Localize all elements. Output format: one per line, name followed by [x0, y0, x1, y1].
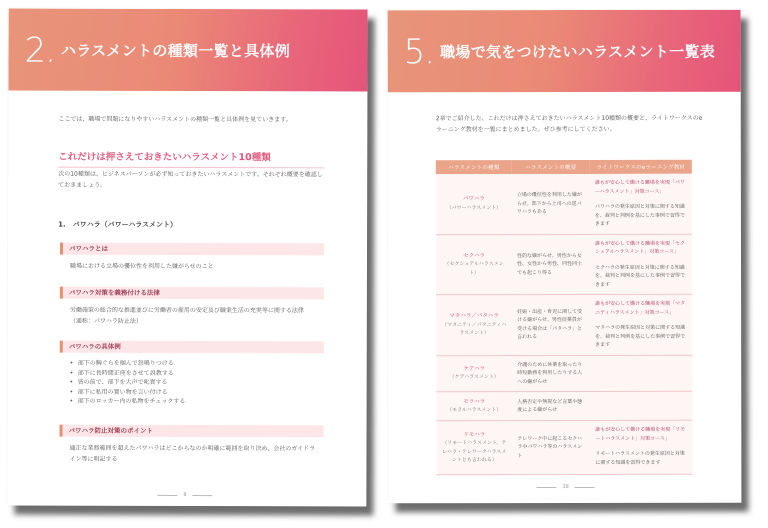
chapter-title: ハラスメントの種類一覧と具体例: [60, 41, 291, 60]
table-row: [436, 391, 692, 420]
table-row: [436, 420, 692, 474]
summary-cell: 立場の優位性を利用した嫌がらせ。部下から上司への逆パワハラもある: [512, 174, 590, 234]
course-description: マタハラの発生原因と対策に関する知識を、裁判と判例を基にした事例で習得できます: [595, 324, 686, 348]
harassment-full-name: （パワーハラスメント）: [446, 204, 502, 211]
harassment-name: パワハラ: [462, 196, 485, 203]
course-title: 誰もが安心して働ける職場を実現「セクシュアルハラスメント」対策コース」: [594, 240, 685, 255]
harassment-full-name: （セクシュアルハラスメント）: [444, 261, 504, 276]
summary-cell: テレワーク中に起こるセクハラやパワハラ等のハラスメント: [512, 420, 590, 474]
summary-cell: 妊娠・出産・育児に関して受ける嫌がらせ。男性従業員が受ける場合は「パタハラ」と言われる: [512, 294, 590, 355]
divider: [157, 494, 177, 495]
subsection-text: 労働施策の総合的な推進並びに労働者の雇用の安定及び職業生活の充実等に関する法律 （通称：パワハラ防止法）: [69, 306, 304, 325]
item-heading: 1. パワハラ（パワーハラスメント）: [58, 220, 178, 229]
chapter-banner: [8, 9, 367, 92]
list-item: • 部下に私用の買い物を言い付ける: [70, 387, 186, 397]
list-item: • 部下に長時間正座をさせて説教する: [70, 368, 186, 378]
column-header: ハラスメントの種類: [436, 160, 512, 174]
list-item: • 部下のロッカー内の私物をチェックする: [70, 397, 186, 407]
table-row: [436, 355, 692, 392]
subsection-heading: パワハラ対策を義務付ける法律: [60, 287, 324, 300]
table-row: [436, 234, 692, 295]
subsection-heading: パワハラ防止対策のポイント: [60, 425, 324, 438]
page-number: [536, 484, 594, 490]
summary-cell: 人格否定や無視など言葉や態度による嫌がらせ: [512, 391, 590, 420]
course-cell: [590, 420, 692, 474]
document-page-right: [388, 10, 742, 504]
divider: [193, 495, 213, 496]
harassment-name-cell: [436, 355, 512, 392]
harassment-full-name: （マタニティ／パタニティハラスメント）: [442, 321, 507, 337]
course-cell: [590, 391, 692, 420]
intro-text: 2章でご紹介した、これだけは押さえておきたいハラスメント10種類の概要と、ライトワークスのeラーニング教材を一覧にまとめました。ぜひ参考にしてください。: [435, 114, 703, 134]
harassment-name: セクハラ: [463, 252, 485, 259]
subsection-heading: パワハラの具体例: [60, 341, 324, 354]
divider: [536, 487, 556, 488]
chapter-number: 5.: [403, 32, 435, 73]
harassment-full-name: （ケアハラスメント）: [449, 374, 499, 381]
summary-cell: 介護のために休業を取ったり時短勤務を利用したりする人への嫌がらせ: [512, 355, 590, 392]
page-number: [157, 492, 212, 498]
chapter-number: 2.: [24, 30, 56, 71]
course-description: セクハラの発生原因と対策に関する知識を、裁判と判例を基にした事例で習得できます: [595, 264, 686, 288]
subsection-text: 職場における立場の優位性を利用した嫌がらせのこと: [69, 262, 214, 271]
list-item: • 皆の前で、部下を大声で叱責する: [70, 378, 186, 388]
harassment-table: [436, 160, 693, 475]
subsection-heading: パワハラとは: [60, 243, 324, 256]
chapter-title: 職場で気をつけたいハラスメント一覧表: [440, 42, 716, 61]
section-description: 次の10種類は、ビジネスパーソンが必ず知っておきたいハラスメントです。それぞれ概要を確認しておきましょう。: [58, 170, 323, 189]
chapter-banner: [388, 10, 741, 93]
course-title: 誰もが安心して働ける職場を実現「パワーハラスメント」対策コース」: [594, 179, 685, 195]
harassment-name-cell: [436, 174, 512, 234]
harassment-name: モラハラ: [463, 398, 486, 405]
harassment-name-cell: [436, 392, 512, 421]
harassment-name-cell: [436, 421, 512, 475]
course-title: 誰もが安心して働ける職場を実現「マタニティハラスメント」対策コース」: [595, 300, 686, 316]
page-number-text: 38: [562, 483, 569, 491]
column-header: ハラスメントの概要: [512, 160, 590, 174]
subsection-text: 適正な業務範囲を超えたパワハラはどこからなのか明確に範囲を取り決め、会社のガイドライン等に明記する: [69, 444, 316, 463]
course-cell: [590, 234, 692, 295]
harassment-name: ケアハラ: [463, 365, 485, 372]
course-cell: [590, 355, 692, 392]
summary-cell: 性的な嫌がらせ。男性から女性、女性から男性、同性同士でも起こり得る: [512, 234, 590, 295]
example-list: [70, 359, 186, 407]
divider: [575, 486, 595, 487]
table-row: [436, 174, 692, 234]
harassment-full-name: （リモートハラスメント。テレハラ・テレワークハラスメントとも言われる）: [442, 440, 507, 464]
course-description: パワハラの発生原因と対策に関する知識を、裁判と判例を基にした事例で習得できます: [594, 203, 685, 227]
harassment-full-name: （モラルハラスメント）: [447, 407, 502, 414]
table-row: [436, 294, 692, 355]
table-header-row: [436, 160, 692, 174]
harassment-name-cell: [436, 295, 512, 356]
list-item: • 部下の胸ぐらを掴んで怒鳴りつける: [70, 359, 186, 369]
column-header: ライトワークスのeラーニング教材: [590, 160, 692, 174]
course-cell: [590, 174, 692, 234]
harassment-name: リモハラ: [463, 431, 486, 438]
course-description: リモートハラスメントの発生原因と対策に関する知識を習得できます: [595, 450, 685, 466]
harassment-name: マタハラ／パタハラ: [449, 313, 499, 320]
page-number-text: 8: [183, 491, 187, 498]
document-page-left: [7, 9, 367, 507]
course-title: 誰もが安心して働ける職場を実現「リモートハラスメント」対策コース」: [595, 426, 686, 442]
section-heading: これだけは押さえておきたいハラスメント10種類: [58, 149, 324, 169]
course-cell: [590, 294, 692, 355]
harassment-name-cell: [436, 234, 512, 295]
intro-text: ここでは、職場で問題になりやすいハラスメントの種類一覧と具体例を見ていきます。: [58, 115, 292, 124]
